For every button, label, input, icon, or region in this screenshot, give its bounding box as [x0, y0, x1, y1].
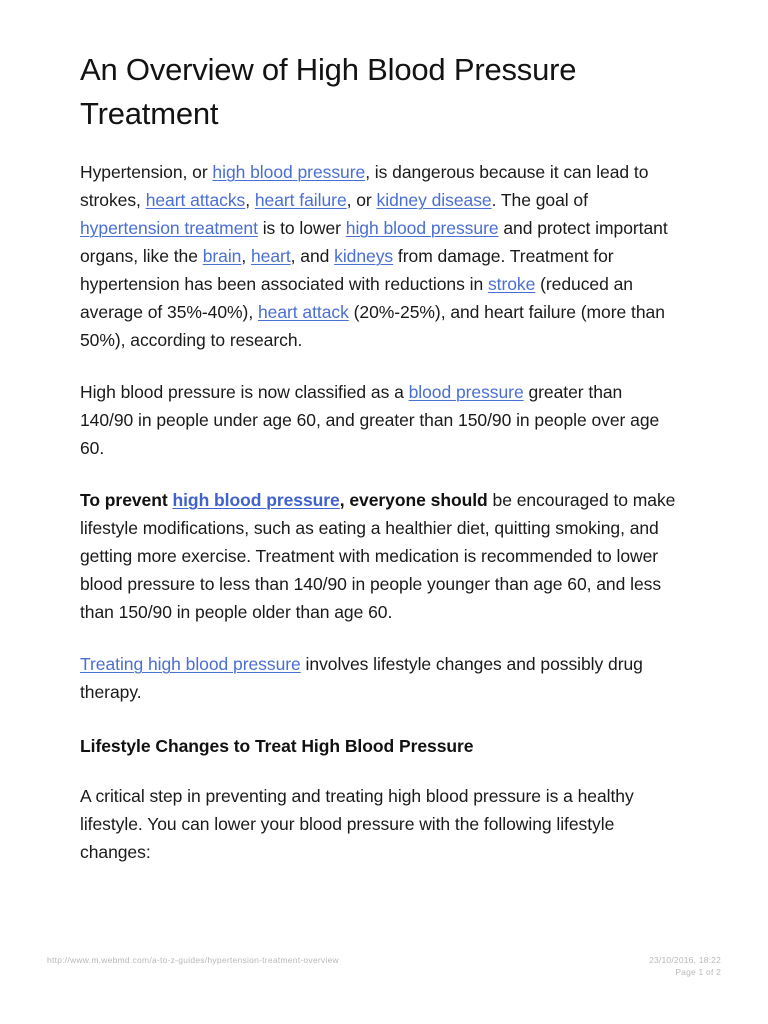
text-run: , [245, 190, 255, 210]
link-hypertension-treatment[interactable]: hypertension treatment [80, 218, 258, 238]
text-run: A critical step in preventing and treating high blood pressure is a healthy lifestyle. You can lower your blood pressure with the following lifestyle changes: [80, 786, 634, 862]
text-run: be encouraged to make lifestyle modifications, such as eating a healthier diet, quitting smoking, and getting more exercise. Treatment with medication is recommended to lower blood pressure to less than 140/90 in people younger than age 60, and less than 150/90 in people older than age 60. [80, 490, 676, 622]
paragraph-critical-step [80, 782, 680, 866]
link-high-blood-pressure-bold[interactable]: high blood pressure [172, 490, 340, 510]
page-footer [0, 950, 768, 990]
text-run: , [241, 246, 251, 266]
footer-meta [649, 954, 721, 978]
link-heart-failure[interactable]: heart failure [254, 190, 347, 210]
link-heart[interactable]: heart [251, 246, 291, 266]
text-run: involves lifestyle changes and possibly drug therapy. [80, 654, 643, 702]
link-kidneys[interactable]: kidneys [334, 246, 394, 266]
paragraph-prevention [80, 486, 680, 626]
page-title: An Overview of High Blood Pressure Treatment [80, 52, 577, 131]
text-run: High blood pressure is now classified as a [80, 382, 409, 402]
paragraph-intro [80, 158, 680, 354]
link-high-blood-pressure[interactable]: high blood pressure [212, 162, 366, 182]
link-heart-attacks[interactable]: heart attacks [145, 190, 246, 210]
section-heading-lifestyle-changes: Lifestyle Changes to Treat High Blood Pressure [80, 736, 474, 756]
text-run: (reduced an average of 35%-40%), [80, 274, 633, 322]
link-brain[interactable]: brain [202, 246, 242, 266]
text-run: (20%-25%), and heart failure (more than 50%), according to research. [80, 302, 665, 350]
text-run: is to lower [257, 218, 346, 238]
paragraph-classification [80, 378, 680, 462]
footer-page-number: Page 1 of 2 [675, 967, 721, 977]
footer-timestamp: 23/10/2016, 18:22 [649, 955, 721, 965]
paragraph-treating [80, 650, 680, 706]
text-run: To prevent [80, 490, 173, 510]
text-run: , everyone should [339, 490, 488, 510]
text-run: from damage. Treatment for hypertension has been associated with reductions in [80, 246, 614, 294]
text-run: and protect important organs, like the [80, 218, 668, 266]
text-run: , and [290, 246, 335, 266]
text-run: , is dangerous because it can lead to strokes, [80, 162, 649, 210]
text-run: , or [346, 190, 377, 210]
text-run: Hypertension, or [80, 162, 213, 182]
text-run: . The goal of [491, 190, 588, 210]
link-blood-pressure[interactable]: blood pressure [408, 382, 524, 402]
link-treating-high-blood-pressure[interactable]: Treating high blood pressure [80, 654, 301, 674]
link-heart-attack[interactable]: heart attack [257, 302, 349, 322]
text-run: greater than 140/90 in people under age 60, and greater than 150/90 in people over age 60. [80, 382, 660, 458]
link-kidney-disease[interactable]: kidney disease [376, 190, 492, 210]
link-high-blood-pressure-2[interactable]: high blood pressure [345, 218, 499, 238]
bold-run [80, 490, 488, 510]
document-content [80, 48, 680, 890]
footer-source-url: http://www.m.webmd.com/a-to-z-guides/hypertension-treatment-overview [47, 955, 339, 965]
link-stroke[interactable]: stroke [487, 274, 536, 294]
